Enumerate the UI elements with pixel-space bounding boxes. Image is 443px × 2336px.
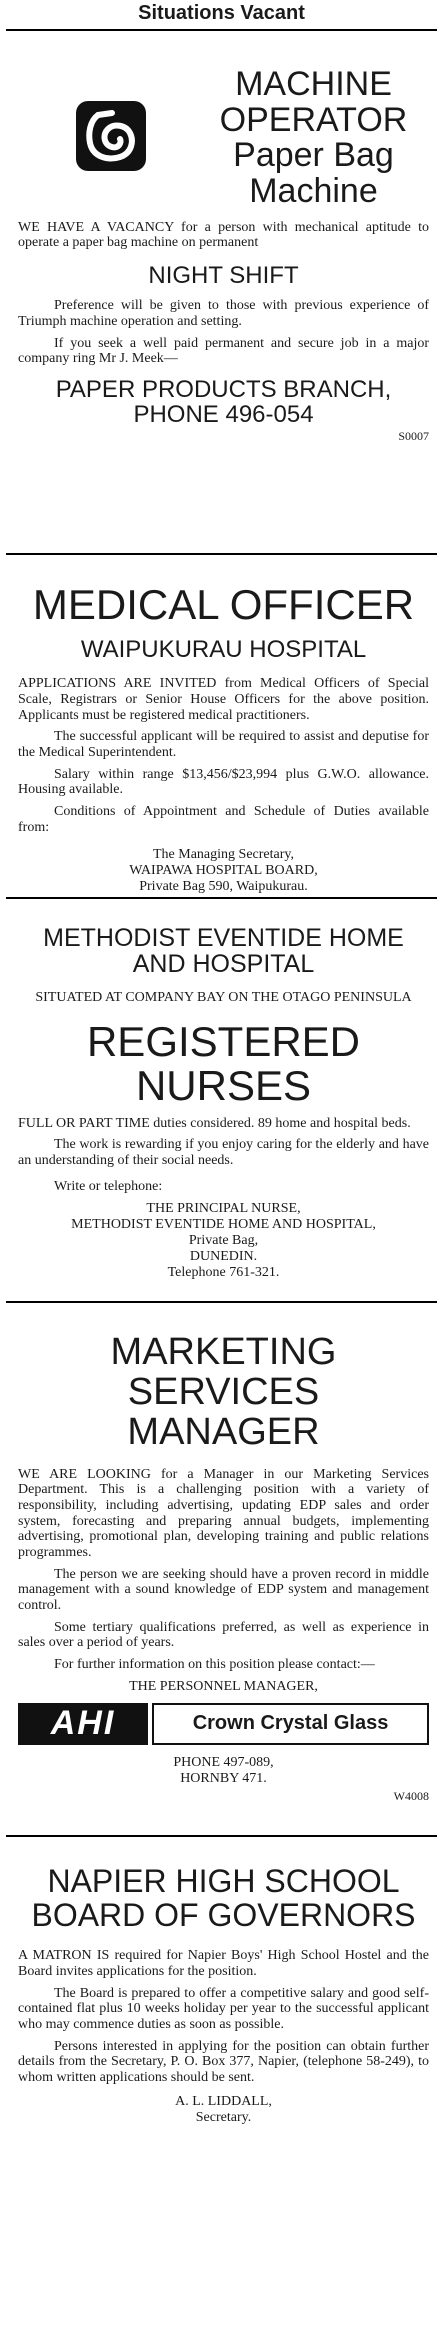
ad5-title-line2: BOARD OF GOVERNORS xyxy=(31,1896,416,1933)
ad2-para3: Salary within range $13,456/$23,994 plus G.W.O. allowance. Housing available. xyxy=(18,766,429,798)
ad-machine-operator xyxy=(6,31,437,555)
ad4-para2: The person we are seeking should have a proven record in middle management with a sound knowledge of EDP system and management control. xyxy=(18,1566,429,1614)
ad1-phone: PHONE 496-054 xyxy=(133,401,314,429)
ad4-para4: For further information on this position please contact:— xyxy=(54,1657,375,1673)
ad4-title-line1: MARKETING SERVICES xyxy=(110,1331,337,1413)
ahi-logo-text: AHI xyxy=(50,1704,116,1743)
ad5-para3: Persons interested in applying for the position can obtain further details from the Secretary, P. O. Box 377, Napier, (telephone 58-249), to whom written applications should be sent. xyxy=(18,2038,429,2085)
ad3-addr4: DUNEDIN. xyxy=(189,1248,258,1264)
ad5-title-line1: NAPIER HIGH SCHOOL xyxy=(47,1863,400,1899)
ad1-branch: PAPER PRODUCTS BRANCH, xyxy=(55,375,392,403)
ad3-title-line2: AND HOSPITAL xyxy=(132,950,315,979)
ad-medical-officer xyxy=(6,555,437,899)
ad3-addr3: Private Bag, xyxy=(188,1232,259,1248)
ad2-subtitle: WAIPUKURAU HOSPITAL xyxy=(80,636,367,664)
ad5-para1: A MATRON IS required for Napier Boys' High School Hostel and the Board invites applications for the position. xyxy=(18,1948,429,1979)
ad1-intro: WE HAVE A VACANCY for a person with mechanical aptitude to operate a paper bag machine on permanent xyxy=(18,219,429,251)
ad3-write: Write or telephone: xyxy=(54,1178,163,1194)
ad2-para1: APPLICATIONS ARE INVITED from Medical Officers of Special Scale, Registrars or Senior House Officers for the above position. Applicants must be registered medical practitioners. xyxy=(18,676,429,723)
ad3-title-line1: METHODIST EVENTIDE HOME xyxy=(43,924,404,952)
ad5-para2: The Board is prepared to offer a competitive salary and good self-contained flat plus 10 weeks holiday per year to the successful applicant who may commence duties as soon as possible. xyxy=(18,1985,429,2032)
ad1-para2: If you seek a well paid permanent and secure job in a major company ring Mr J. Meek— xyxy=(18,335,429,367)
ad5-sign1: A. L. LIDDALL, xyxy=(175,2093,272,2109)
ad2-para2: The successful applicant will be required to assist and deputise for the Medical Superintendent. xyxy=(18,729,429,760)
ad1-title-line2: OPERATOR xyxy=(219,100,408,139)
ad3-situated: SITUATED AT COMPANY BAY ON THE OTAGO PENINSULA xyxy=(35,989,412,1005)
ad4-city: HORNBY 471. xyxy=(180,1770,267,1786)
ad3-para2: The work is rewarding if you enjoy caring for the elderly and have an understanding of their social needs. xyxy=(18,1137,429,1169)
ad2-para4: Conditions of Appointment and Schedule of Duties available from: xyxy=(18,803,429,835)
ad3-addr2: METHODIST EVENTIDE HOME AND HOSPITAL, xyxy=(71,1216,376,1232)
ad4-title-line2: MANAGER xyxy=(127,1410,320,1453)
ad-marketing-manager xyxy=(6,1303,437,1837)
ad1-para1: Preference will be given to those with previous experience of Triumph machine operation and setting. xyxy=(18,298,429,329)
ad3-addr1: THE PRINCIPAL NURSE, xyxy=(146,1200,301,1216)
ad4-para3: Some tertiary qualifications preferred, as well as experience in sales over a period of years. xyxy=(18,1619,429,1651)
ad1-title-line1: MACHINE xyxy=(235,65,392,103)
crown-crystal-glass-label: Crown Crystal Glass xyxy=(192,1712,389,1735)
crown-crystal-glass-box xyxy=(152,1703,429,1745)
ad1-shift: NIGHT SHIFT xyxy=(148,262,299,290)
ad4-phone: PHONE 497-089, xyxy=(173,1754,274,1770)
ahi-banner xyxy=(18,1703,429,1745)
section-header: Situations Vacant xyxy=(6,0,437,31)
ad1-title-line3: Paper Bag xyxy=(233,136,394,175)
ad2-addr1: The Managing Secretary, xyxy=(153,847,294,863)
ad2-addr2: WAIPAWA HOSPITAL BOARD, xyxy=(129,863,318,879)
ad4-ref: W4008 xyxy=(393,1788,429,1803)
ad1-ref: S0007 xyxy=(398,429,429,444)
ad1-title-line4: Machine xyxy=(249,172,378,211)
ad4-para1: WE ARE LOOKING for a Manager in our Marketing Services Department. This is a challenging position with a variety of responsibility, including advertising, updating EDP sales and order system, forecasting and preparing annual budgets, implementing advertising, promotional plan, developing training and public relations programmes. xyxy=(18,1466,429,1561)
ahi-logo xyxy=(18,1703,148,1745)
ad3-para1: FULL OR PART TIME duties considered. 89 home and hospital beds. xyxy=(18,1115,411,1131)
ad-methodist-eventide xyxy=(6,899,437,1303)
ad5-sign2: Secretary. xyxy=(195,2109,252,2125)
company-logo-icon xyxy=(76,101,146,171)
ad2-title: MEDICAL OFFICER xyxy=(32,581,415,628)
ad3-heading: REGISTERED NURSES xyxy=(86,1017,361,1109)
ad4-contact: THE PERSONNEL MANAGER, xyxy=(129,1678,318,1694)
ad2-addr3: Private Bag 590, Waipukurau. xyxy=(139,879,308,895)
ad-napier-high-school xyxy=(6,1837,437,2179)
ad3-addr5: Telephone 761-321. xyxy=(167,1264,280,1280)
